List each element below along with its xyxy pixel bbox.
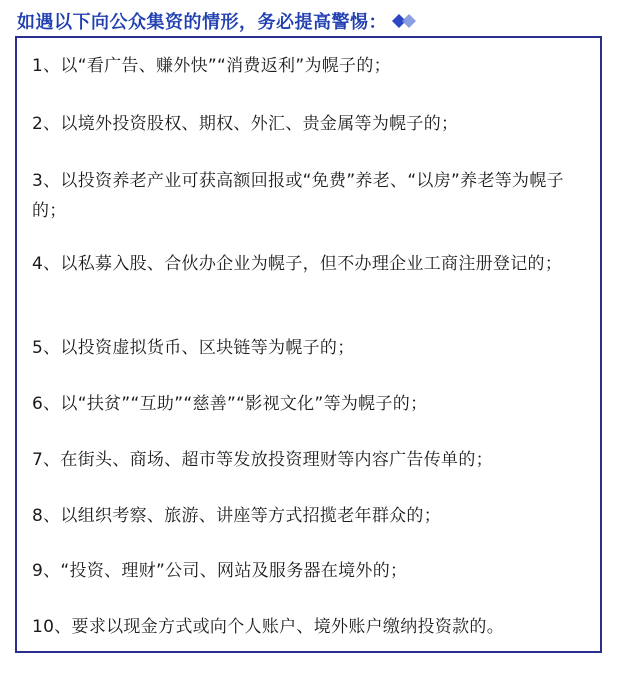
warning-list-box [15, 36, 602, 653]
heading-title: 如遇以下向公众集资的情形，务必提高警惕： [17, 12, 387, 33]
list-item-6: 6、以“扶贫”“互助”“慈善”“影视文化”等为幌子的； [32, 394, 428, 414]
list-item-5: 5、以投资虚拟货币、区块链等为幌子的； [32, 338, 355, 358]
list-item-3: 3、以投资养老产业可获高额回报或“免费”养老、“以房”养老等为幌子的； [32, 171, 564, 221]
list-item-7: 7、在街头、商场、超市等发放投资理财等内容广告传单的； [32, 450, 493, 470]
list-item-1: 1、以“看广告、赚外快”“消费返利”为幌子的； [32, 56, 391, 76]
list-item-9: 9、“投资、理财”公司、网站及服务器在境外的； [32, 561, 408, 581]
double-diamond-icon [391, 13, 421, 29]
page-heading [17, 8, 421, 34]
list-item-4: 4、以私募入股、合伙办企业为幌子，但不办理企业工商注册登记的； [32, 254, 563, 274]
list-item-2: 2、以境外投资股权、期权、外汇、贵金属等为幌子的； [32, 114, 459, 134]
list-item-10: 10、要求以现金方式或向个人账户、境外账户缴纳投资款的。 [32, 617, 505, 637]
list-item-8: 8、以组织考察、旅游、讲座等方式招揽老年群众的； [32, 506, 442, 526]
